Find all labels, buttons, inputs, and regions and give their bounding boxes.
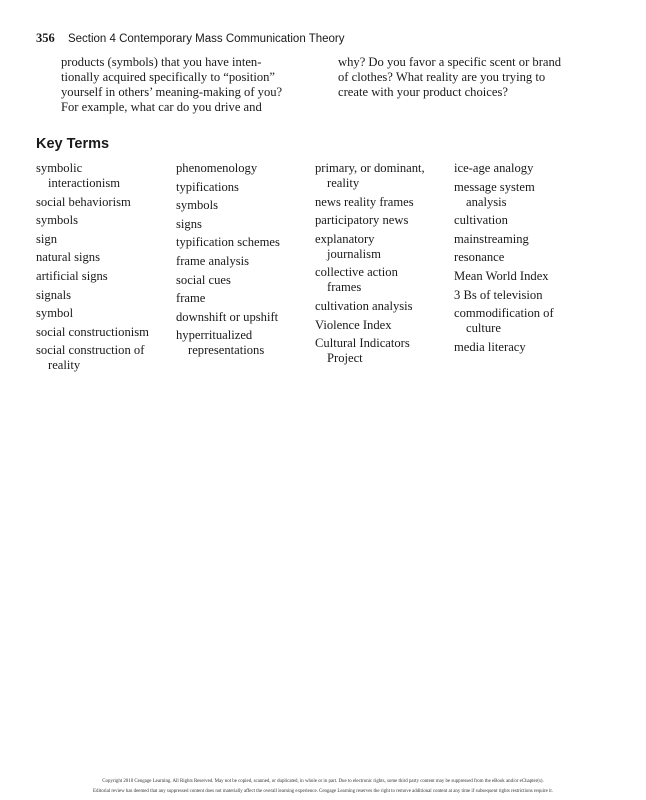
running-header: [36, 31, 345, 46]
key-term-line: typifications: [176, 179, 239, 194]
text-line: create with your product choices?: [338, 85, 508, 99]
key-term-line: frames: [327, 280, 362, 295]
key-term-line: cultivation: [454, 213, 508, 228]
key-term-line: Project: [327, 351, 363, 366]
text-line: tionally acquired specifically to “position”: [61, 70, 276, 84]
editorial-notice: Editorial review has deemed that any suppressed content does not materially affect the overall learning experience. Cengage Learning reserves the right to remove additional content at any time if subsequent rights restrictions require it.: [93, 789, 553, 794]
key-terms-column-3: [315, 161, 455, 370]
key-term-line: signals: [36, 287, 71, 302]
key-terms-column-2: [176, 161, 316, 362]
key-term-line: frame analysis: [176, 253, 250, 268]
key-term-line: explanatory: [315, 231, 375, 246]
key-term-line: analysis: [466, 194, 507, 209]
key-term: [36, 269, 176, 284]
key-terms-heading: Key Terms: [36, 136, 110, 152]
key-term: [454, 213, 604, 228]
key-term-line: signs: [176, 216, 202, 231]
key-term-line: symbols: [36, 213, 78, 228]
key-term-line: primary, or dominant,: [315, 161, 425, 175]
key-term-line: symbols: [176, 198, 218, 213]
key-terms-column-4: [454, 161, 604, 358]
key-term: [454, 180, 604, 210]
key-term: [176, 161, 316, 176]
key-term-line: downshift or upshift: [176, 309, 279, 324]
text-line: of clothes? What reality are you trying to: [338, 70, 546, 84]
key-term: [454, 250, 604, 265]
key-term: [36, 161, 176, 191]
key-term: [454, 232, 604, 247]
key-term: [176, 217, 316, 232]
key-term-line: social constructionism: [36, 324, 149, 339]
key-term: [36, 195, 176, 210]
key-term: [176, 254, 316, 269]
key-term-line: artificial signs: [36, 268, 108, 283]
key-term: [315, 336, 455, 366]
intro-paragraph-left: [61, 55, 311, 115]
key-term-line: journalism: [327, 246, 381, 261]
key-term: [454, 306, 604, 336]
key-term: [176, 235, 316, 250]
key-term: [315, 265, 455, 295]
key-term: [36, 306, 176, 321]
key-term-line: mainstreaming: [454, 231, 529, 246]
key-term: [315, 213, 455, 228]
key-term-line: representations: [188, 343, 265, 358]
key-term: [36, 343, 176, 373]
key-term: [454, 161, 604, 176]
key-term-line: Cultural Indicators: [315, 336, 410, 351]
key-term-line: participatory news: [315, 213, 409, 228]
key-terms-column-1: [36, 161, 176, 377]
text-line: products (symbols) that you have inten-: [61, 55, 262, 69]
text-line: For example, what car do you drive and: [61, 100, 262, 114]
key-term-line: reality: [327, 176, 360, 190]
key-term: [36, 250, 176, 265]
key-term: [36, 213, 176, 228]
key-term-line: 3 Bs of television: [454, 287, 543, 302]
key-term: [315, 232, 455, 262]
text-line: why? Do you favor a specific scent or brand: [338, 55, 562, 69]
section-title: Section 4 Contemporary Mass Communication Theory: [67, 33, 345, 45]
key-term: [36, 288, 176, 303]
key-term-line: sign: [36, 231, 57, 246]
key-term: [176, 198, 316, 213]
key-term-line: Violence Index: [315, 317, 392, 332]
key-term: [176, 291, 316, 306]
key-term: [36, 325, 176, 340]
key-term: [176, 310, 316, 325]
key-term-line: natural signs: [36, 250, 101, 265]
key-term-line: collective action: [315, 265, 398, 280]
key-term: [454, 340, 604, 355]
key-term-line: Mean World Index: [454, 268, 549, 283]
key-term: [315, 318, 455, 333]
key-term: [176, 180, 316, 195]
key-term: [315, 195, 455, 210]
key-term-line: cultivation analysis: [315, 298, 413, 313]
key-term: [454, 288, 604, 303]
key-term: [315, 299, 455, 314]
key-term-line: commodification of: [454, 306, 554, 321]
key-term-line: ice-age analogy: [454, 161, 534, 175]
intro-paragraph-right: [338, 55, 608, 100]
key-term-line: interactionism: [48, 176, 121, 190]
key-term-line: news reality frames: [315, 194, 414, 209]
key-term: [176, 328, 316, 358]
key-term-line: frame: [176, 291, 206, 306]
key-term-line: phenomenology: [176, 161, 258, 175]
key-term-line: social behaviorism: [36, 194, 131, 209]
key-term-line: media literacy: [454, 339, 526, 354]
key-term-line: social cues: [176, 272, 231, 287]
page-number: 356: [36, 31, 55, 45]
key-term-line: culture: [466, 321, 501, 336]
key-term-line: symbol: [36, 306, 74, 321]
key-term: [454, 269, 604, 284]
key-term: [315, 161, 455, 191]
key-term: [176, 273, 316, 288]
key-term-line: reality: [48, 358, 81, 373]
copyright-notice: Copyright 2010 Cengage Learning. All Rights Reserved. May not be copied, scanned, or duplicated, in whole or in part. Due to electronic rights, some third party content may be suppressed from the eBook and/or eChapter(s).: [102, 779, 544, 784]
key-term-line: resonance: [454, 250, 505, 265]
key-term-line: symbolic: [36, 161, 83, 175]
key-term: [36, 232, 176, 247]
key-term-line: social construction of: [36, 343, 145, 358]
text-line: yourself in others’ meaning-making of you?: [61, 85, 283, 99]
key-term-line: hyperritualized: [176, 328, 253, 343]
key-term-line: typification schemes: [176, 235, 280, 250]
key-term-line: message system: [454, 179, 535, 194]
